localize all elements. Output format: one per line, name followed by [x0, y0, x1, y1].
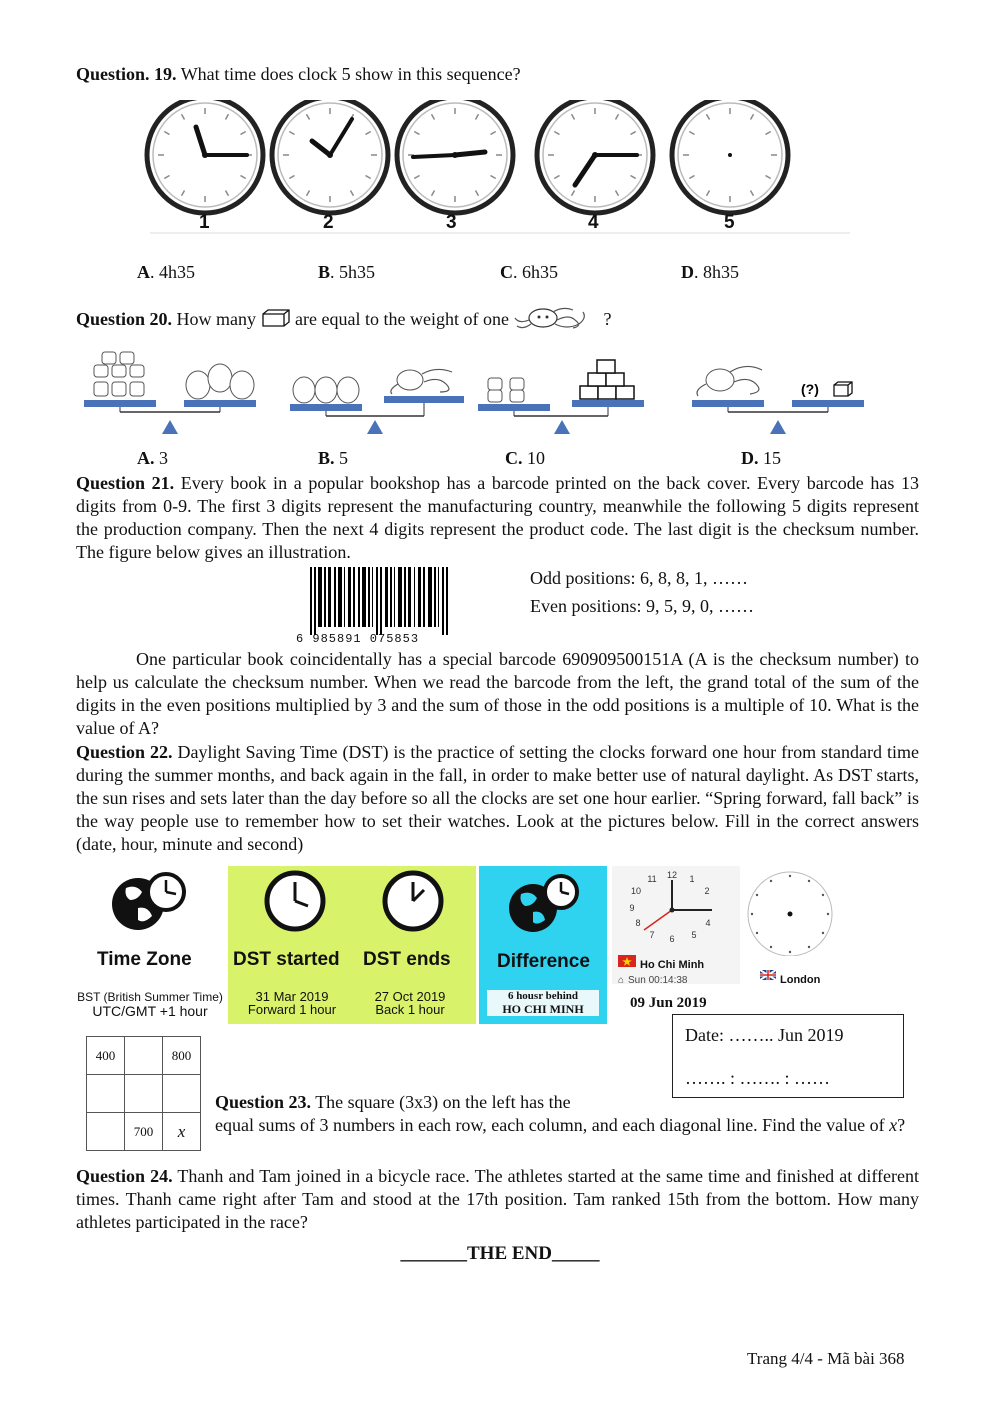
- q19-option-d: D. 8h35: [681, 262, 739, 282]
- grid-cell: 700: [125, 1113, 163, 1151]
- panel-time-zone: [76, 866, 226, 992]
- question-22-text: Question 22. Daylight Saving Time (DST) is the practice of setting the clocks forward one hour from standard time during the summer months, and back again in the fall, in order to make better use of natural daylight. As DST starts, the sun rises and sets later than the day before so all the clocks are set one hour earlier. “Spring forward, fall back” is the way people use to remember how to set their watches. Look at the pictures below. Fill in the correct answers (date, hour, minute and second): [76, 742, 920, 854]
- panel-dst: [228, 866, 476, 1024]
- question-21-text: Question 21. Every book in a popular bookshop has a barcode printed on the back cover. Every barcode has 13 digits from 0-9. The first 3 digits represent the manufacturing country, meanwhile the following 5 digits represent the production company. Then the next 4 digits represent the product code. The last digit is the checksum number. The figure below gives an illustration.: [76, 473, 919, 562]
- hcm-num-12: 12: [666, 870, 678, 880]
- grid-cell: [125, 1075, 163, 1113]
- question-21-paragraph-2: One particular book coincidentally has a special barcode 690909500151A (A is the checksum number) to help us calculate the checksum number. When we read the barcode from the left, the grand total of the sum of the digits in the even positions multiplied by 3 and the sum of those in the odd positions is a multiple of 10. What is the value of A?: [76, 649, 919, 738]
- balance-scales-figure: [80, 340, 870, 440]
- clock-number-1: 1: [199, 212, 210, 233]
- question-19-body: What time does clock 5 show in this sequence?: [176, 64, 521, 84]
- box-icon: [261, 309, 291, 327]
- q19-option-c: C. 6h35: [500, 262, 558, 282]
- clock-sequence-figure: [140, 100, 860, 240]
- home-icon: ⌂: [618, 975, 625, 986]
- question-22-label: Question 22.: [76, 742, 173, 762]
- globe-clock-icon: [108, 870, 198, 934]
- panel-difference: [479, 866, 607, 1024]
- grid-cell: [163, 1075, 201, 1113]
- page-footer: Trang 4/4 - Mã bài 368: [747, 1349, 905, 1368]
- scale-1: [84, 352, 256, 434]
- scale-3: [478, 360, 644, 434]
- grid-cell: 800: [163, 1037, 201, 1075]
- q20-option-c: C. 10: [505, 448, 545, 468]
- answer-time-line[interactable]: ……. : ……. : ……: [685, 1068, 831, 1088]
- clock-number-3: 3: [446, 212, 457, 233]
- clock-4: [537, 100, 653, 213]
- svg-text:6: 6: [669, 934, 675, 944]
- unknown-count-label: (?): [801, 381, 819, 397]
- even-positions-text: Even positions: 9, 5, 9, 0, ……: [530, 596, 754, 616]
- q19-option-b: B. 5h35: [318, 262, 376, 282]
- answer-box[interactable]: [672, 1014, 904, 1098]
- odd-positions-text: Odd positions: 6, 8, 8, 1, ……: [530, 568, 749, 588]
- question-20-label: Question 20.: [76, 309, 173, 329]
- svg-text:8: 8: [635, 918, 641, 928]
- london-city-label: London: [780, 974, 821, 986]
- barcode-digits: 6 985891 075853: [296, 632, 420, 646]
- dst-ends-title: DST ends: [363, 949, 451, 970]
- grid-cell: 400: [87, 1037, 125, 1075]
- clock-2: [272, 100, 388, 213]
- difference-title: Difference: [497, 951, 590, 972]
- the-end-text: _______THE END_____: [400, 1243, 600, 1264]
- clock-5: [672, 100, 788, 213]
- question-19-label: Question. 19.: [76, 64, 177, 84]
- svg-text:10: 10: [630, 886, 642, 896]
- london-clock-card: [742, 866, 848, 984]
- clock-1: [147, 100, 263, 213]
- svg-text:5: 5: [691, 930, 697, 940]
- answer-date-line[interactable]: Date: …….. Jun 2019: [685, 1025, 844, 1045]
- date-shown-label: 09 Jun 2019: [630, 995, 707, 1011]
- dst-ends-clock-icon: [380, 868, 446, 934]
- svg-text:1: 1: [689, 874, 695, 884]
- question-21-label: Question 21.: [76, 473, 175, 493]
- question-23-text: equal sums of 3 numbers in each row, each column, and each diagonal line. Find the value of x?: [215, 1115, 906, 1135]
- question-20-text: Question 20. How many are equal to the weight of one ?: [76, 306, 611, 332]
- scale-4: [692, 366, 864, 434]
- hcm-clock-card: [612, 866, 740, 984]
- q19-option-a: A. 4h35: [137, 262, 195, 282]
- grid-cell: [87, 1113, 125, 1151]
- svg-text:9: 9: [629, 903, 635, 913]
- barcode-illustration: [296, 565, 468, 645]
- grid-cell: [125, 1037, 163, 1075]
- octopus-icon: [513, 306, 591, 332]
- clock-number-2: 2: [323, 212, 334, 233]
- difference-info: 6 housr behind HO CHI MINH: [487, 990, 599, 1016]
- question-19-text: [76, 63, 919, 86]
- svg-text:2: 2: [704, 886, 710, 896]
- grid-row: [87, 1075, 201, 1113]
- timezone-title: Time Zone: [97, 949, 192, 970]
- dst-ends-info: 27 Oct 2019 Back 1 hour: [374, 989, 446, 1017]
- q20-option-d: D. 15: [741, 448, 781, 468]
- grid-cell-x: x: [163, 1113, 201, 1151]
- uk-flag-icon: [760, 970, 776, 980]
- question-24-label: Question 24.: [76, 1166, 173, 1186]
- clock-3: [397, 100, 513, 213]
- grid-row: [87, 1037, 201, 1075]
- globe-clock-icon: [503, 872, 587, 934]
- question-23-first-line: Question 23. The square (3x3) on the left has the: [215, 1092, 571, 1112]
- grid-cell: [87, 1075, 125, 1113]
- dst-started-title: DST started: [233, 949, 340, 970]
- vietnam-flag-icon: [618, 955, 636, 967]
- svg-text:7: 7: [649, 930, 655, 940]
- hcm-time-label: Sun 00:14:38: [628, 975, 688, 986]
- grid-row: [87, 1113, 201, 1151]
- timezone-info: BST (British Summer Time) UTC/GMT +1 hour: [72, 991, 228, 1019]
- q20-option-b: B. 5: [318, 448, 349, 468]
- question-24-text: Question 24. Thanh and Tam joined in a bicycle race. The athletes started at the same time and finished at different times. Thanh came right after Tam and stood at the 17th position. Tam ranked 15th from the bottom. How many athletes participated in the race?: [76, 1166, 919, 1232]
- clock-number-4: 4: [588, 212, 599, 233]
- scale-2: [290, 369, 464, 434]
- hcm-city-label: Ho Chi Minh: [640, 959, 705, 971]
- dst-started-info: 31 Mar 2019 Forward 1 hour: [247, 989, 337, 1017]
- svg-text:11: 11: [647, 874, 657, 884]
- svg-text:4: 4: [705, 918, 711, 928]
- question-23-label: Question 23.: [215, 1092, 312, 1112]
- dst-started-clock-icon: [262, 868, 328, 934]
- q20-option-a: A. 3: [137, 448, 168, 468]
- magic-square-grid: [86, 1036, 201, 1151]
- clock-number-5: 5: [724, 212, 735, 233]
